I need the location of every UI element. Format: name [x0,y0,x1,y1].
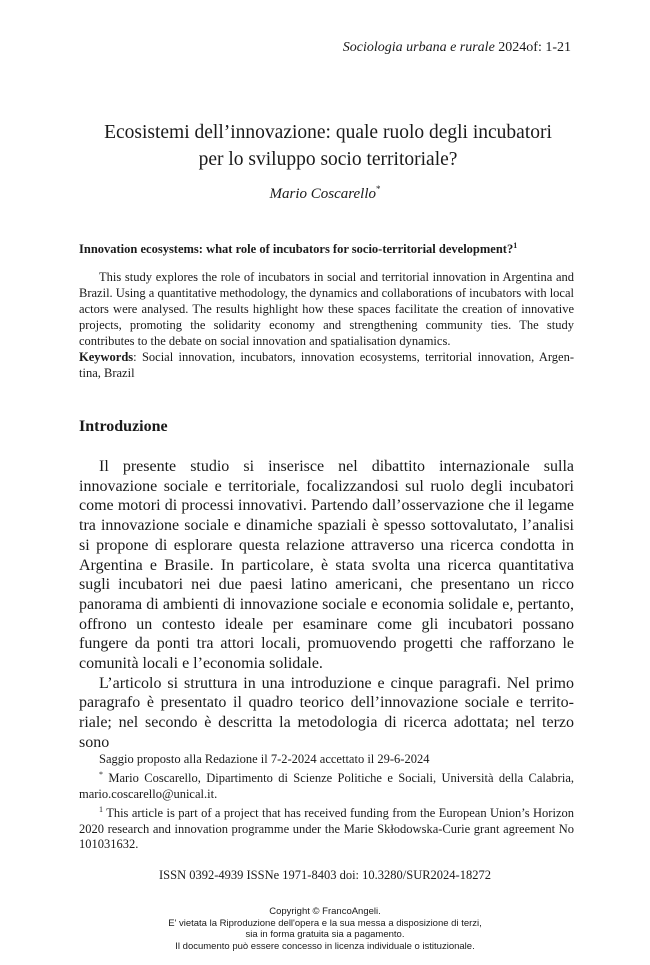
title-line-1: Ecosistemi dell’innovazione: quale ruolo degli incubatori [104,122,552,143]
copyright-line-2: E' vietata la Riproduzione dell'opera e la sua messa a disposizione di terzi, [168,917,482,929]
issn-doi-line: ISSN 0392-4939 ISSNe 1971-8403 doi: 10.3280/SUR2024-18272 [159,868,491,882]
copyright-line-3: sia in forma gratuita sia a pagamento. [245,929,405,940]
body-text [79,457,574,753]
section-heading: Introduzione [79,418,168,435]
english-title-footnote-mark: 1 [513,241,518,250]
journal-name: Sociologia urbana e rurale [342,40,495,55]
article-title [70,119,586,173]
author-footnote-mark: * [376,184,381,194]
submission-note: Saggio proposto alla Redazione il 7-2-2024 accettato il 29-6-2024 [99,752,430,766]
title-line-2: per lo sviluppo socio territoriale? [198,149,458,170]
paragraph-1: Il presente studio si inserisce nel dibattito internazionale sulla innovazione sociale e territoriale, focalizzandosi sul ruolo degli incubatori come motori di processi innovativi. Partendo dall’osservazione che il legame tra innovazione sociale e dinamiche spaziali è spesso sottovalutato, l’analisi si propone di esplorare questa relazione attraverso una ricerca condotta in Argentina e Brasile. In particolare, è stata svolta una ricerca quantitativa sugli incubatori nei due paesi latino americani, che presentano un ricco panorama di ambienti di innovazione sociale e economia solidale e, pertanto, offrono un contesto ideale per esaminare come gli incubatori possano fungere da ponti tra attori locali, promuovendo progetti che rafforzano le comunità locali e l’economia solidale. [79,458,574,673]
copyright-line-1: Copyright © FrancoAngeli. [269,906,381,917]
issue-info: 2024of: 1-21 [494,40,571,55]
footnotes [79,752,574,853]
author-name: Mario Coscarello [269,186,377,202]
paragraph-2: L’articolo si struttura in una introduzione e cinque paragrafi. Nel primo paragrafo è presentato il quadro teorico dell’innovazione sociale e territo-riale; nel secondo è descritta la metodologia di ricerca adottata; nel terzo sono [79,674,574,751]
author-line [0,184,650,203]
copyright-notice [0,906,650,952]
running-header [343,40,571,56]
copyright-line-4: Il documento può essere concesso in licenza individuale o istituzionale. [175,940,475,952]
author-affiliation-note [79,767,574,802]
english-title-text: Innovation ecosystems: what role of incubators for socio-territorial development? [79,242,514,257]
english-title [79,241,579,257]
author-note-text: Mario Coscarello, Dipartimento di Scienze Politiche e Sociali, Università della Calabria, mario.coscarello@unical.it. [79,771,574,801]
funding-note-mark: 1 [99,805,103,815]
keywords-text: : Social innovation, incubators, innovation ecosystems, territorial innovation, Argen-tina, Brazil [79,350,574,380]
keywords-label: Keywords [79,350,134,364]
funding-note-text: This article is part of a project that has received funding from the European Union’s Horizon 2020 research and innovation programme under the Marie Skłodowska-Curie grant agreement No 101031632. [79,806,574,852]
abstract-text: This study explores the role of incubators in social and territorial innovation in Argentina and Brazil. Using a quantitative methodology, the dynamics and collaborations of incubators with local actors were analysed. The results highlight how these spaces facilitate the creation of innovative projects, promoting the solidarity economy and strengthening community ties. The study contributes to the debate on social innovation and spatialisation dynamics. [79,270,574,348]
author-note-mark: * [99,770,103,780]
abstract [79,269,574,381]
funding-note [79,802,574,852]
